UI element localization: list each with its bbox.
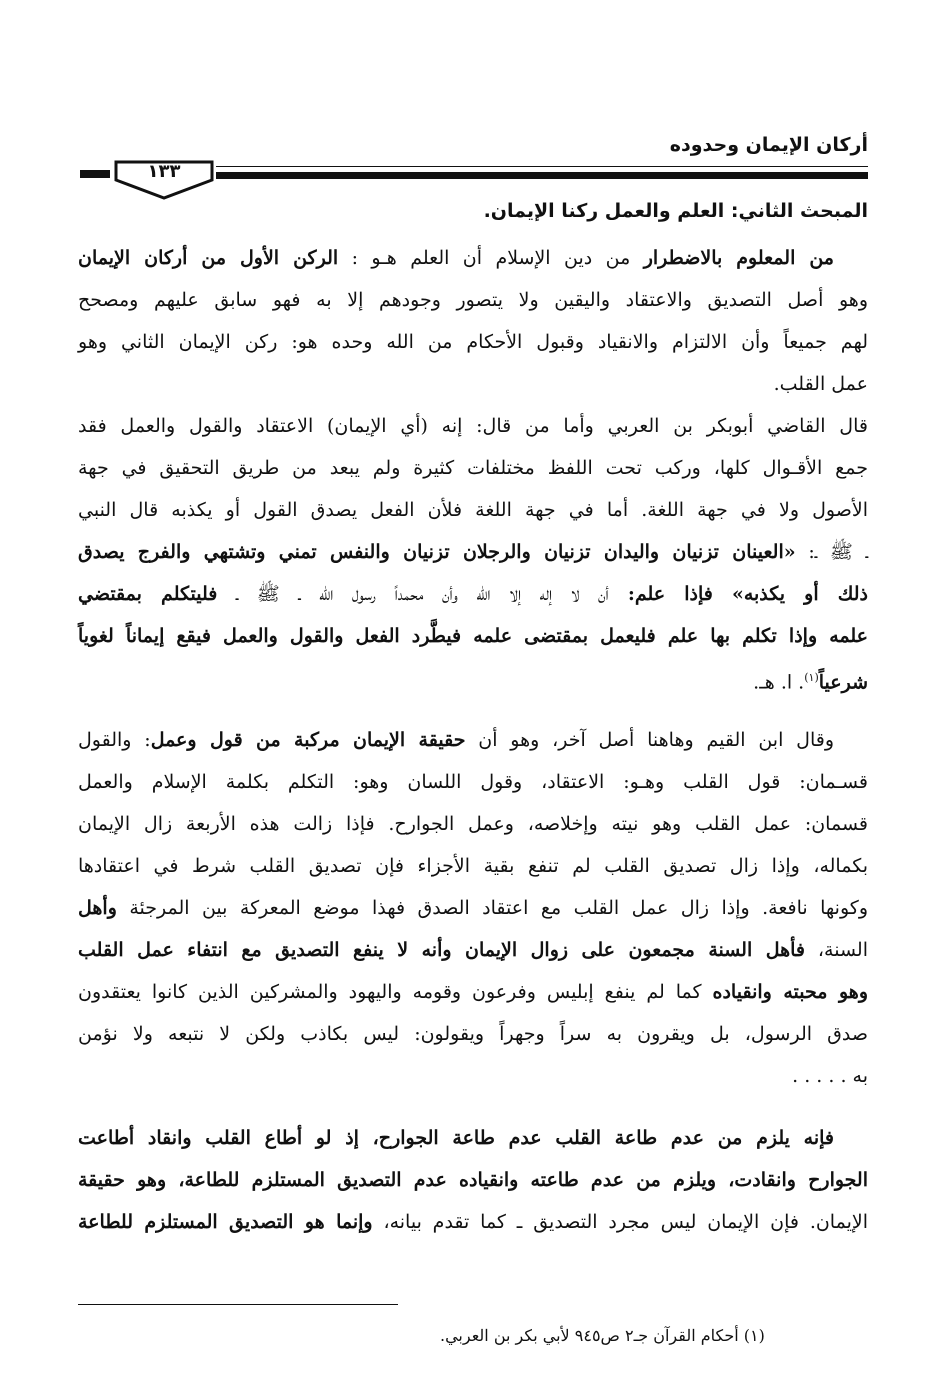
text-segment: قسـمان: قول القلب وهـو: الاعتقاد، وقول اللسان وهو: التكلم بكلمة الإسلام والعمل	[78, 771, 868, 793]
text-line	[78, 495, 868, 525]
text-segment: الإيمان. فإن الإيمان ليس مجرد التصديق ـ كما تقدم بيانه،	[372, 1211, 868, 1233]
text-segment: الركن الأول من أركان الإيمان	[78, 247, 339, 269]
text-segment: فليتكلم بمقتضي	[78, 583, 218, 605]
text-segment: السنة،	[805, 939, 868, 961]
text-segment: وهو أصل التصديق والاعتقاد واليقين ولا يتصور وجودهم إلا به فهو سابق عليهم ومصحح	[78, 289, 868, 311]
text-line	[78, 809, 868, 839]
text-segment: وقال ابن القيم وهاهنا أصل آخر، وهو أن	[465, 729, 835, 751]
text-segment: «العينان تزنيان واليدان تزنيان والرجلان تزنيان والنفس تمني وتشتهي والفرج يصدق	[78, 541, 796, 563]
text-segment: من دين الإسلام أن العلم هـو :	[338, 247, 644, 269]
header-rule-thick	[216, 172, 868, 179]
text-segment: عمل القلب.	[773, 373, 868, 395]
text-segment: وأهل	[78, 897, 117, 919]
text-line	[78, 537, 868, 567]
text-segment: الجوارح وانقادت، ويلزم من عدم طاعته وانقياده عدم التصديق المستلزم للطاعة، وهو حقيقة	[78, 1169, 868, 1191]
text-line	[78, 327, 868, 357]
text-segment: وهو محبته وانقياده	[712, 981, 868, 1003]
text-segment: فأهل السنة مجمعون على زوال الإيمان وأنه لا ينفع التصديق مع انتفاء عمل القلب	[78, 939, 806, 961]
text-line	[78, 767, 868, 797]
text-line	[78, 369, 868, 399]
footnote-rule	[78, 1304, 398, 1305]
text-line	[78, 243, 834, 273]
text-segment: وكونها نافعة. وإذا زال عمل القلب مع اعتقاد الصدق فهذا موضع المعركة بين المرجئة	[116, 897, 868, 919]
text-line	[78, 411, 868, 441]
text-segment: الأصول ولا في جهة اللغة. أما في جهة اللغة فلأن الفعل يصدق القول أو يكذبه قال النبي	[78, 499, 868, 521]
text-line	[78, 1061, 868, 1091]
text-segment: فإنه يلزم من عدم طاعة القلب عدم طاعة الجوارح، إذ لو أطاع القلب وانقاد أطاعت	[78, 1127, 834, 1149]
footnote-reference: (١)	[804, 671, 819, 684]
text-segment: قال القاضي أبوبكر بن العربي وأما من قال: إنه (أي الإيمان) الاعتقاد والقول والعمل فقد	[78, 415, 868, 437]
text-line	[78, 935, 868, 965]
text-segment: علمه وإذا تكلم بها علم فليعمل بمقتضى علمه فيطَّرد الفعل والقول والعمل فيقع إيماناً لغوياً	[78, 625, 868, 647]
text-line	[78, 1165, 868, 1195]
text-segment: . ا. هـ.	[753, 671, 805, 694]
text-line	[78, 453, 868, 483]
text-segment: بكماله، وإذا زال تصديق القلب لم تنفع بقية الأجزاء فإن تصديق القلب شرط في اعتقادها	[78, 855, 868, 877]
text-line	[78, 851, 868, 881]
section-heading: المبحث الثاني: العلم والعمل ركنا الإيمان.	[483, 200, 868, 222]
running-header-title: أركان الإيمان وحدوده	[669, 134, 868, 156]
text-segment: وإنما هو التصديق المستلزم للطاعة	[78, 1211, 373, 1233]
text-segment: كما لم ينفع إبليس وفرعون وقومه واليهود والمشركين الذين كانوا يعتقدون	[78, 981, 713, 1003]
text-line	[78, 893, 868, 923]
text-line	[78, 977, 868, 1007]
text-line	[78, 579, 868, 609]
text-segment: به . . . . .	[792, 1065, 868, 1087]
text-segment: : والقول	[78, 729, 151, 751]
text-segment: جمع الأقـوال كلها، وركب تحت اللفظ مختلفات كثيرة ولم يبعد من طريق التحقيق في جهة	[78, 457, 868, 479]
header-rule-thin	[216, 166, 868, 167]
text-segment: قسمان: عمل القلب وهو نيته وإخلاصه، وعمل الجوارح. فإذا زالت هذه الأربعة زال الإيمان	[78, 813, 868, 835]
text-line	[78, 621, 868, 651]
text-segment: شرعياً	[818, 671, 868, 694]
text-segment: أن لا إله إلا الله وأن محمداً رسول الله ـ ﷺ ـ	[217, 583, 609, 605]
text-segment: ـ ﷺ ـ:	[795, 541, 868, 563]
text-segment: صدق الرسول، بل ويقرون به سراً وجهراً ويقولون: ليس بكاذب ولكن لا نتبعه ولا نؤمن	[78, 1023, 868, 1045]
text-line	[78, 663, 868, 697]
text-line	[78, 1207, 868, 1237]
text-line	[78, 1123, 834, 1153]
text-segment: حقيقة الإيمان مركبة من قول وعمل	[150, 729, 466, 751]
text-line	[78, 1019, 868, 1049]
text-line	[78, 285, 868, 315]
text-segment: ذلك أو يكذبه» فإذا علم:	[608, 583, 868, 605]
page-number: ١٣٣	[147, 161, 181, 182]
text-segment: من المعلوم بالاضطرار	[643, 247, 834, 269]
header-rule-left	[80, 170, 110, 178]
footnote: (١) أحكام القرآن جـ٢ ص٩٤٥ لأبي بكر بن العربي.	[440, 1326, 765, 1345]
text-segment: لهم جميعاً وأن الالتزام والانقياد وقبول الأحكام من الله وحده هو: ركن الإيمان الثاني وهو	[78, 331, 868, 353]
text-line	[78, 725, 834, 755]
